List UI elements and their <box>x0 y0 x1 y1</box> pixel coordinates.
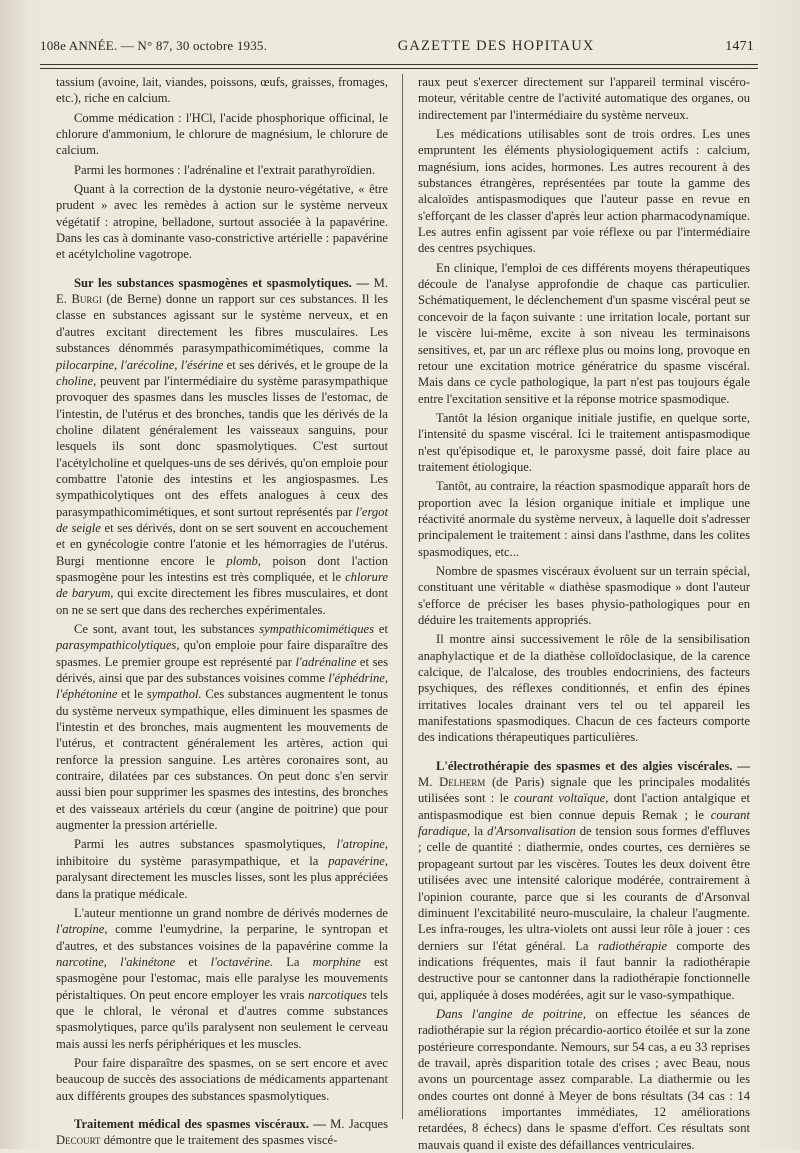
text-run: La <box>286 954 300 969</box>
paragraph: Les médications utilisables sont de trois ordres. Les unes empruntent les éléments physiologiquement actifs : calcium, magnésium, ions acides, hormones. Les autres recourent à des substances étrangères, représentées par toute la gamme des alcaloïdes antispasmodiques que l'auteur passe en revue en s'efforçant de les classer d'après leur action pharmacodynamique. Les autres enfin agissent par voie réflexe ou par l'intermédiaire des centres psychiques. <box>418 127 750 256</box>
section-heading: Sur les substances spasmogènes et spasmolytiques. — <box>74 275 370 290</box>
page-number: 1471 <box>725 39 754 54</box>
italic-term: narcotine, <box>56 954 107 969</box>
italic-term: l'octavérine. <box>210 954 274 969</box>
paragraph: En clinique, l'emploi de ces différents moyens thérapeutiques découle de l'analyse approfondie de chaque cas particulier. Schématiquement, le déclenchement d'un spasme viscéral peut se concevoir de la façon suivante : une irritation locale, portant sur le viscère lui-même, excite à son niveau les terminaisons sensitives, et, par un arc réflexe plus ou moins long, provoque en retour une excitation motrice génératrice du spasme viscéral. Mais dans ce cycle pathologique, la part n'est pas toujours égale entre l'excitation sensitive et la réponse motrice spasmodique. <box>418 260 750 406</box>
paragraph: Il montre ainsi successivement le rôle de la sensibilisation anaphylactique et de la diathèse colloïdoclasique, de la carence calcique, de l'alcalose, des troubles endocriniens, des facteurs psychiques, des réflexes conditionnés, et enfin des épines irritatives locales drainant vers tel ou tel appareil les manifestations spasmodiques. Chacun de ces facteurs comporte des indications thérapeutiques particulières. <box>418 632 750 745</box>
section-heading: Traitement médical des spasmes viscéraux. — <box>74 1116 326 1131</box>
italic-term: l'atropine, <box>56 922 108 937</box>
text-run: et <box>188 954 198 969</box>
paragraph <box>56 836 388 901</box>
italic-term: l'ésérine <box>180 357 224 372</box>
text-run: poison dont l'action spasmogène pour les intestins est très compliquée, et le <box>56 553 388 584</box>
italic-term: narcotiques <box>307 987 367 1002</box>
text-run: paralysant directement les muscles lisses, sont les plus appréciées dans la pratique médicale. <box>56 870 388 901</box>
author-name: Decourt <box>56 1133 101 1148</box>
section-traitement-medical <box>56 1116 388 1149</box>
header-rule <box>40 64 758 65</box>
italic-term: l'éphétonine <box>56 687 118 702</box>
paragraph: Nombre de spasmes viscéraux évoluent sur un terrain spécial, constituant une véritable « diathèse spasmodique » dont l'auteur s'efforce de préciser les bases physio-pathologiques pour en déduire les traitements appropriés. <box>418 563 750 627</box>
italic-term: parasympathicolytiques, <box>56 638 180 653</box>
paragraph: Pour faire disparaître des spasmes, on se sert encore et avec beaucoup de succès des associations de médicaments appartenant aux différents groupes des substances spasmolytiques. <box>56 1055 388 1103</box>
text-run: qu'on emploie pour faire disparaître des spasmes. Le premier groupe est représenté par <box>56 638 388 669</box>
text-run: comme l'eumydrine, la perparine, le syntropan et d'autres, et des substances voisines de la papavérine comme la <box>56 922 389 953</box>
text-run: Ces substances augmentent le tonus du système nerveux sympathique, elles diminuent les spasmes de l'intestin et des bronches, mais augmentent les mouvements de l'utérus, et contractent généralement les artères, action qui renforce la pression sanguine. Les artères coronaires sont, au contraire, dilatées par ces substances. On peut donc s'en servir aussi bien pour supprimer les spasmes des intestins, des bronches et des vaisseaux artériels du cœur (angine de poitrine) que pour augmenter la pression artérielle. <box>56 687 389 833</box>
paragraph: Tantôt, au contraire, la réaction spasmodique apparaît hors de proportion avec la lésion organique initiale et implique une réactivité anormale du système nerveux, à laquelle doit s'adresser principalement le traitement : ainsi dans l'asthme, dans les colites spasmodiques, etc... <box>418 479 750 559</box>
text-run: la <box>474 824 484 839</box>
text-run: démontre que le traitement des spasmes viscé- <box>103 1133 338 1148</box>
text-run: inhibitoire du système parasympathique, et la <box>56 853 319 868</box>
section-spasmogenes <box>56 275 388 618</box>
text-run: L'auteur mentionne un grand nombre de dérivés modernes de <box>74 905 388 920</box>
italic-term: choline, <box>56 373 97 388</box>
italic-term: d'Arsonvalisation <box>487 824 576 839</box>
section-electrotherapie <box>418 758 750 1003</box>
text-run: (de Berne) donne un rapport sur ces substances. Il les classe en substances agissant sur le système nerveux, et en d'autres excitant directement les fibres musculaires. Les substances dénommés parasympathicomimétiques, comme la <box>56 292 388 356</box>
paragraph: Tantôt la lésion organique initiale justifie, en quelque sorte, l'intensité du spasme viscéral. Ici le traitement antispasmodique n'est qu'épisodique et, le paroxysme passé, doit faire place au traitement étiologique. <box>418 410 750 474</box>
text-run: comporte des indications fréquentes, mais il faut bannir la radiothérapie destructive pour se cantonner dans la radiothérapie fonctionnelle qui, appliquée à doses modérées, agit sur le vaso-sympathique. <box>418 938 751 1002</box>
text-run: et ses dérivés, ainsi que par des substances voisines comme <box>56 654 388 686</box>
left-column <box>56 74 389 1148</box>
text-run: peuvent par l'intermédiaire du système parasympathique provoquer des spasmes dans les muscles lisses de l'estomac, de l'intestin, de l'utérus et des bronches, tandis que les dérivés de la choline dilatent généralement les vaisseaux sanguins, pour lesquels ils sont donc spasmolytiques. C'est surtout l'acétylcholine et quelques-uns de ses dérivés, qu'on emploie pour combattre l'atonie des intestins et les angiospasmes. Les sympathicolytiques ont des effets analogues à ceux des parasympathicomimétiques, et sont surtout représentés par <box>56 373 388 519</box>
author-name: Delherm <box>439 775 486 790</box>
text-run: Ce sont, avant tout, les substances <box>74 622 255 636</box>
text-run: on effectue les séances de radiothérapie sur la région précardio-aortico étoilée et sur la zone postérieure correspondante. Nemours, sur 54 cas, a eu 33 reprises de travail, après disparition totale des crises ; avec Beau, nous avons un pourcentage assez comparable. La diathermie ou les ondes courtes ont donné à Meyer de bons résultats (34 cas : 14 améliorations importantes immédiates, 12 améliorations retardées, 8 échecs) dans le spasme d'effort. Ces résultats sont mauvais quand il existe des défaillances ventriculaires. <box>418 1006 751 1152</box>
italic-term: l'akinétone <box>120 954 176 969</box>
italic-term: l'arécoline, <box>120 357 178 372</box>
text-run: (de Paris) signale que les principales modalités utilisées sont : le <box>418 775 750 806</box>
paragraph: Comme médication : l'HCl, l'acide phosphorique officinal, le chlorure d'ammonium, le chlorure de magnésium, le chlorure de calcium. <box>56 110 388 158</box>
italic-term: sympathol. <box>146 687 202 702</box>
author-prefix: M. <box>418 775 433 790</box>
paragraph <box>56 621 388 833</box>
text-run: tels que le chloral, le véronal et d'autres comme substances spasmolytiques, parce qu'ils paralysent non seulement le cerveau mais aussi les nerfs périphériques et les muscles. <box>56 987 389 1051</box>
paragraph <box>418 1006 750 1153</box>
text-run: et <box>378 622 388 636</box>
italic-term: courant faradique, <box>418 807 750 839</box>
italic-term: courant voltaïque, <box>513 791 609 806</box>
italic-term: sympathicomimétiques <box>259 622 375 636</box>
text-run: Parmi les autres substances spasmolytiques, <box>74 837 326 852</box>
italic-term: papavérine, <box>328 853 388 868</box>
issue-line: 108e ANNÉE. — N° 87, 30 octobre 1935. <box>40 38 268 53</box>
author-prefix: M. E. <box>56 275 388 307</box>
italic-term: Dans l'angine de poitrine, <box>436 1006 587 1021</box>
right-column <box>418 74 751 1152</box>
italic-term: l'adrénaline <box>295 654 357 669</box>
italic-term: l'ergot de seigle <box>56 504 388 535</box>
italic-term: l'atropine, <box>336 837 389 852</box>
author-prefix: M. Jacques <box>330 1116 388 1131</box>
column-divider <box>402 74 403 1119</box>
italic-term: radiothérapie <box>597 938 668 953</box>
running-header <box>40 38 754 64</box>
text-run: et ses dérivés, dont on se sert souvent en accouchement et en gynécologie contre l'atonie et les hémorragies de l'utérus. Burgi mentionne encore le <box>56 520 388 568</box>
text-run: et ses dérivés, et le groupe de la <box>226 357 389 372</box>
italic-term: chlorure de baryum, <box>56 569 388 601</box>
author-name: Burgi <box>71 292 102 307</box>
paragraph: tassium (avoine, lait, viandes, poissons, œufs, graisses, fromages, etc.), riche en calcium. <box>56 75 388 106</box>
italic-term: pilocarpine, <box>56 357 118 372</box>
text-run: et le <box>121 687 144 702</box>
text-run: de tension sous formes d'effluves ; celle de quantité : diathermie, ondes courtes, ces dernières se propageant surtout par les viscères. Toutes les deux doivent être utilisées avec une intensité calorique modérée, contrairement à l'opinion courante, parce que si les courants de d'Arsonval diminuent l'excitabilité neuro-musculaire, la chaleur l'augmente. Les infra-rouges, les ultra-violets ont aussi leur rôle à jouer : ces derniers sur l'état général. La <box>418 824 750 953</box>
section-heading: L'électrothérapie des spasmes et des algies viscérales. — <box>436 758 750 773</box>
italic-term: l'éphédrine, <box>328 671 388 686</box>
header-rule-thin <box>40 68 758 69</box>
text-run: qui excite directement les fibres musculaires, et dont on ne se sert que dans des recherches expérimentales. <box>56 586 388 617</box>
paragraph: Quant à la correction de la dystonie neuro-végétative, « être prudent » avec les remèdes à action sur le système nerveux végétatif : atropine, belladone, surtout associée à la papavérine. Dans les cas à dominante vaso-constrictive artérielle : papavérine et acétylcholine vagotrope. <box>56 182 388 262</box>
paragraph: Parmi les hormones : l'adrénaline et l'extrait parathyroïdien. <box>74 162 376 177</box>
paragraph: raux peut s'exercer directement sur l'appareil terminal viscéro-moteur, véritable centre de l'activité automatique des organes, ou indirectement par l'intermédiaire du système nerveux. <box>418 75 750 122</box>
text-run: est spasmogène pour l'estomac, mais elle paralyse les mouvements péristaltiques. On peut encore employer les vrais <box>56 954 389 1002</box>
italic-term: morphine <box>312 954 361 969</box>
journal-title: GAZETTE DES HOPITAUX <box>397 38 595 54</box>
text-run: dont l'action antalgique et antispasmodique est bien connue depuis Remak ; le <box>418 791 750 822</box>
italic-term: plomb, <box>226 553 261 568</box>
paragraph <box>56 905 388 1052</box>
